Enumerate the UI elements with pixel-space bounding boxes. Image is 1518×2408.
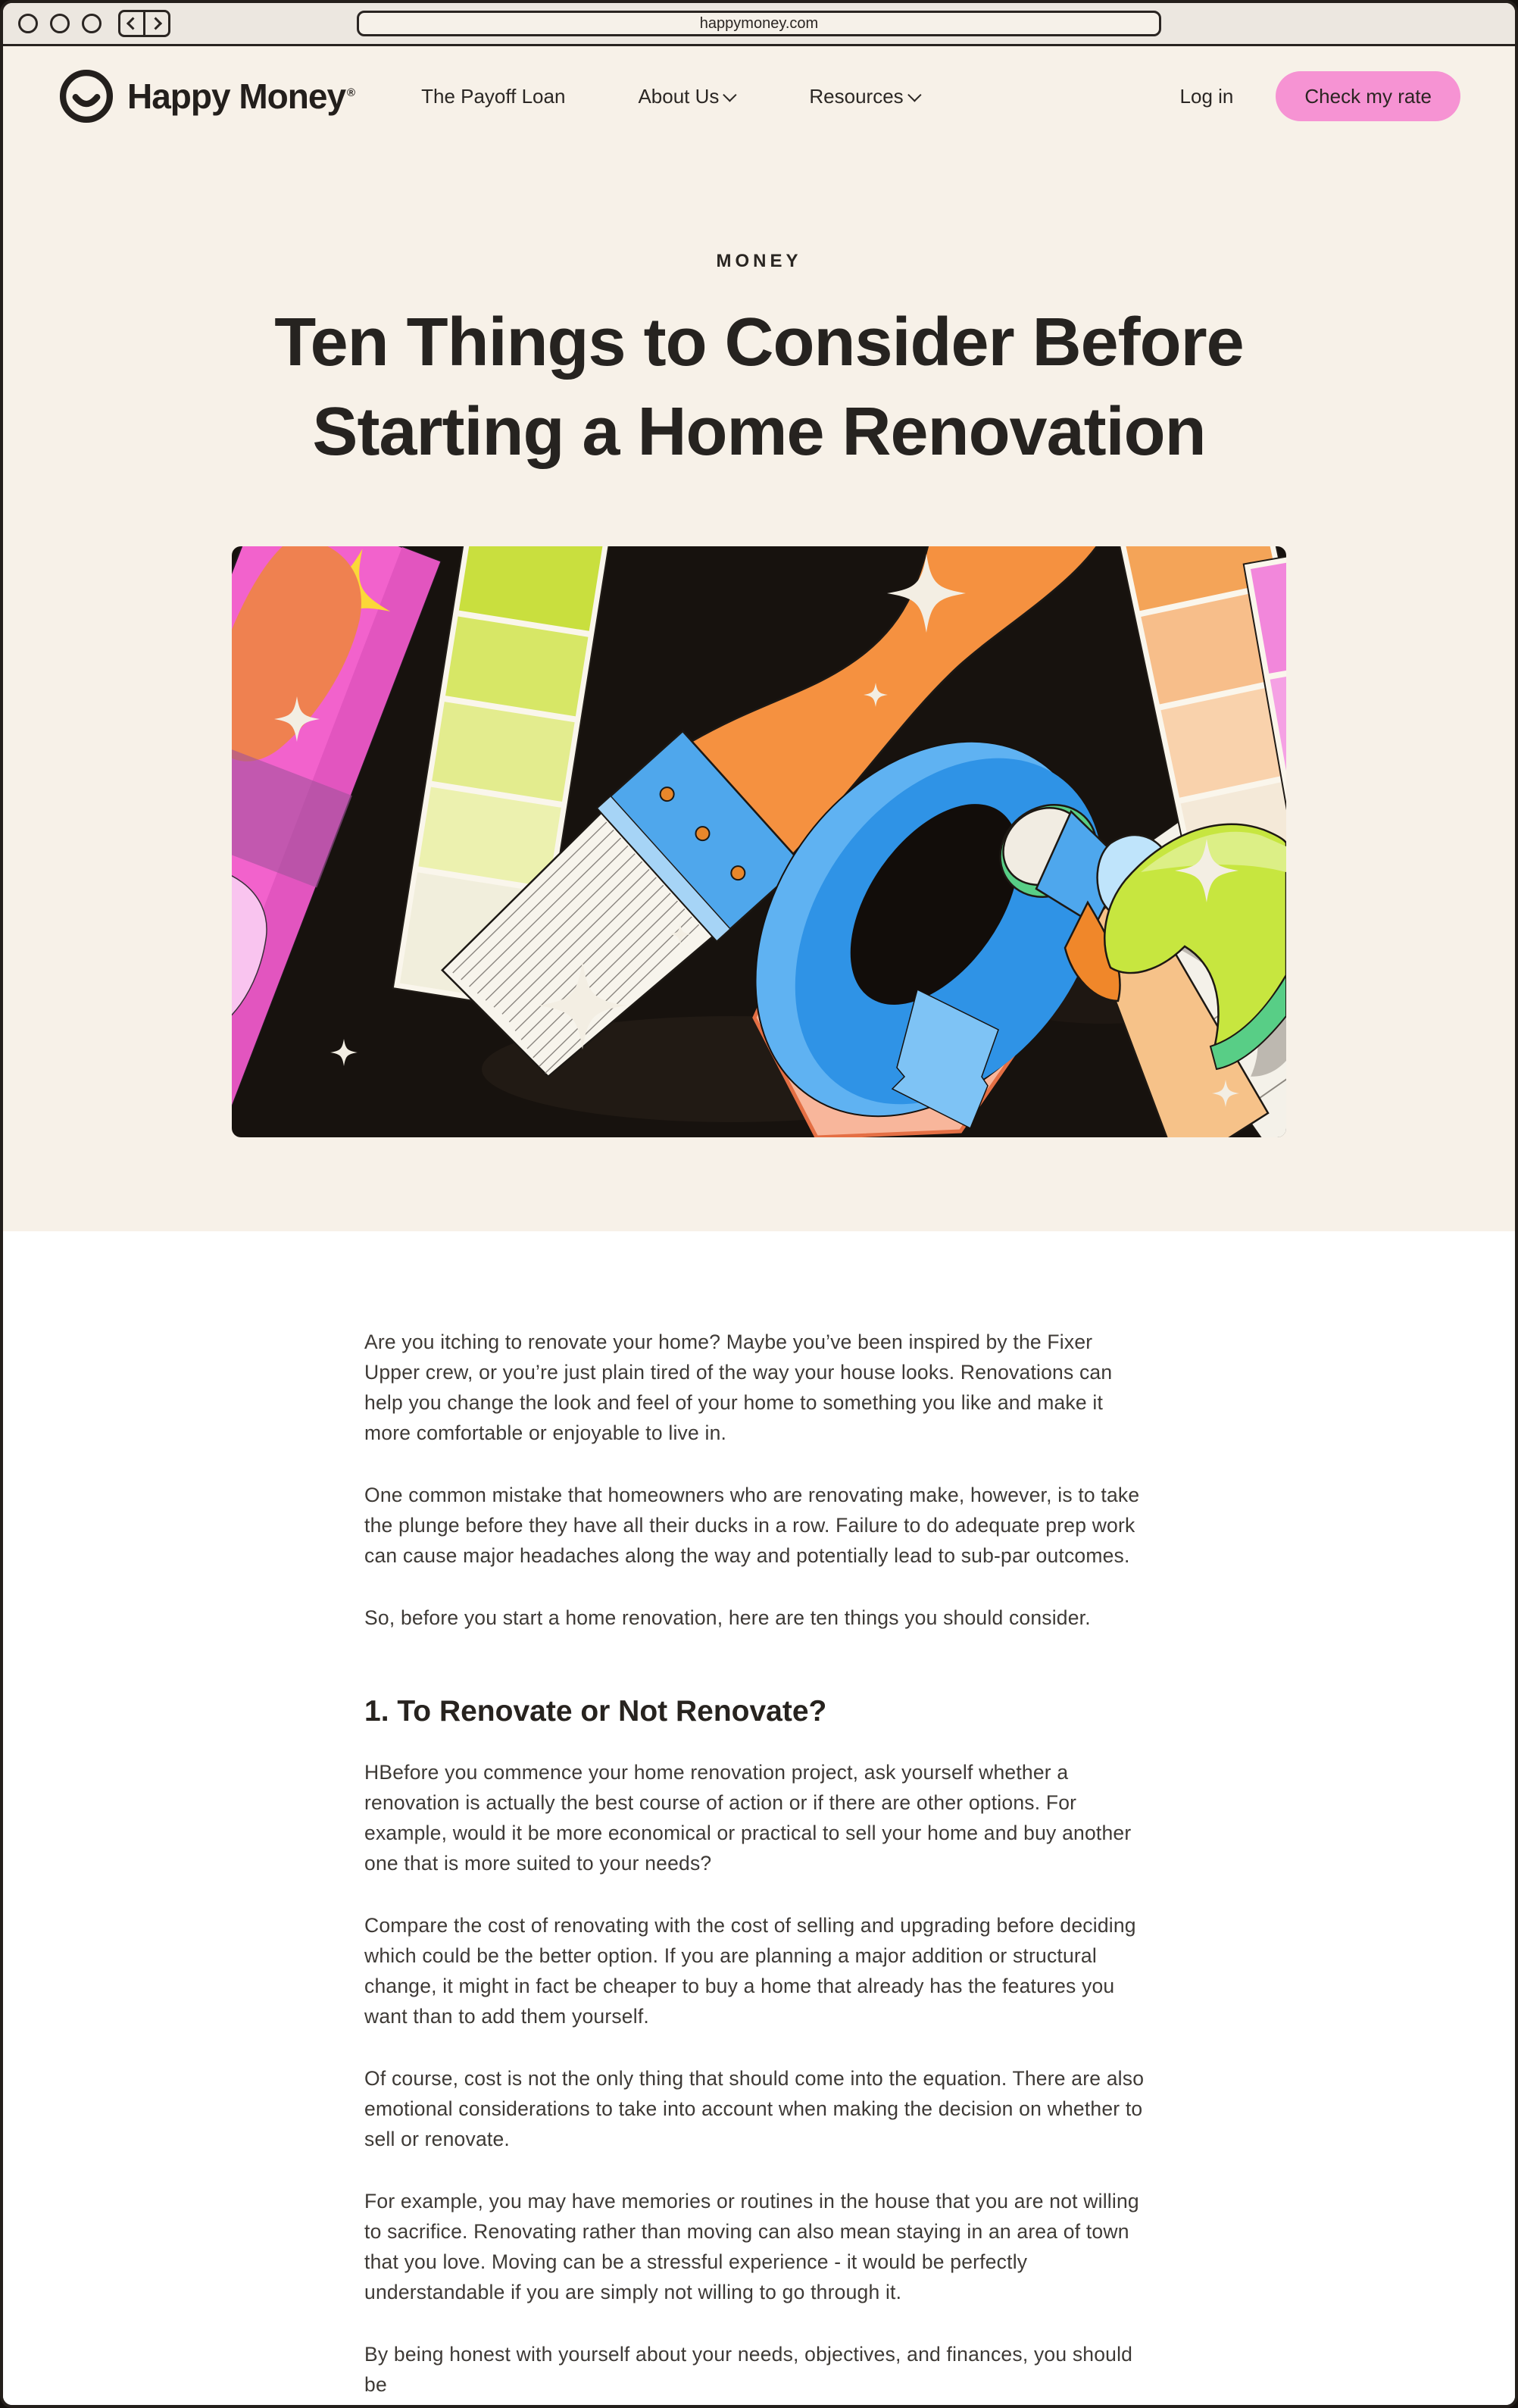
window-controls bbox=[18, 14, 102, 33]
section-paragraph: Compare the cost of renovating with the cost of selling and upgrading before deciding which could be the better option. If you are planning a major addition or structural change, it might in fact be cheaper to buy a home that already has the features you want than to add them yourself. bbox=[364, 1914, 1136, 2028]
article-body bbox=[3, 1231, 1515, 2408]
nav-label: The Payoff Loan bbox=[421, 84, 566, 108]
main-nav bbox=[421, 85, 921, 108]
section-paragraph: By being honest with yourself about your needs, objectives, and finances, you should be bbox=[364, 2343, 1133, 2396]
nav-item-about-us[interactable] bbox=[638, 85, 736, 108]
nav-label: Resources bbox=[809, 84, 904, 108]
forward-icon bbox=[149, 17, 162, 30]
history-controls bbox=[118, 10, 170, 37]
nav-label: About Us bbox=[638, 84, 720, 108]
section-paragraph: For example, you may have memories or routines in the house that you are not willing to sacrifice. Renovating rather than moving can also mean staying in an area of town that you love. Moving can be a stressful experience - it would be perfectly understandable if you are simply not willing to go through it. bbox=[364, 2190, 1139, 2303]
window-close-icon[interactable] bbox=[18, 14, 38, 33]
nav-item-payoff-loan[interactable] bbox=[421, 85, 565, 108]
registered-mark: ® bbox=[347, 86, 355, 99]
smiley-icon bbox=[58, 67, 115, 125]
section-paragraph: HBefore you commence your home renovation project, ask yourself whether a renovation is actually the best course of action or if there are other options. For example, would it be more economical or practical to sell your home and buy another one that is more suited to your needs? bbox=[364, 1761, 1132, 1875]
browser-toolbar bbox=[3, 3, 1515, 46]
intro-paragraph: One common mistake that homeowners who are renovating make, however, is to take the plunge before they have all their ducks in a row. Failure to do adequate prep work can cause major headaches along the way and potentially lead to sub-par outcomes. bbox=[364, 1484, 1140, 1567]
login-link[interactable]: Log in bbox=[1179, 84, 1234, 108]
intro-paragraph: Are you itching to renovate your home? Maybe you’ve been inspired by the Fixer Upper crew, or you’re just plain tired of the way your house looks. Renovations can help you change the look and feel of your home to something you like and make it more comfortable or enjoyable to live in. bbox=[364, 1331, 1113, 1444]
check-my-rate-button[interactable]: Check my rate bbox=[1276, 71, 1460, 121]
header-actions bbox=[1180, 71, 1460, 121]
back-button[interactable] bbox=[120, 12, 143, 35]
hero-section bbox=[3, 46, 1515, 1231]
article-category: MONEY bbox=[716, 251, 802, 271]
back-icon bbox=[126, 17, 139, 30]
chevron-down-icon bbox=[723, 88, 737, 102]
nav-item-resources[interactable] bbox=[809, 85, 920, 108]
logo-wordmark: Happy Money ® bbox=[127, 77, 355, 116]
url-bar[interactable] bbox=[357, 11, 1161, 36]
window-maximize-icon[interactable] bbox=[82, 14, 102, 33]
intro-paragraph: So, before you start a home renovation, here are ten things you should consider. bbox=[364, 1606, 1091, 1629]
section-paragraph: Of course, cost is not the only thing that should come into the equation. There are also emotional considerations to take into account when making the decision on whether to sell or renovate. bbox=[364, 2067, 1145, 2150]
forward-button[interactable] bbox=[143, 12, 168, 35]
site-header bbox=[3, 46, 1515, 146]
chevron-down-icon bbox=[907, 88, 921, 102]
hero-illustration bbox=[232, 546, 1286, 1137]
section-heading: 1. To Renovate or Not Renovate? bbox=[364, 1695, 827, 1728]
article-title: Ten Things to Consider Before Starting a Home Renovation bbox=[274, 305, 1244, 470]
happy-money-logo[interactable] bbox=[58, 67, 355, 125]
window-minimize-icon[interactable] bbox=[50, 14, 70, 33]
hero-image bbox=[232, 546, 1286, 1137]
